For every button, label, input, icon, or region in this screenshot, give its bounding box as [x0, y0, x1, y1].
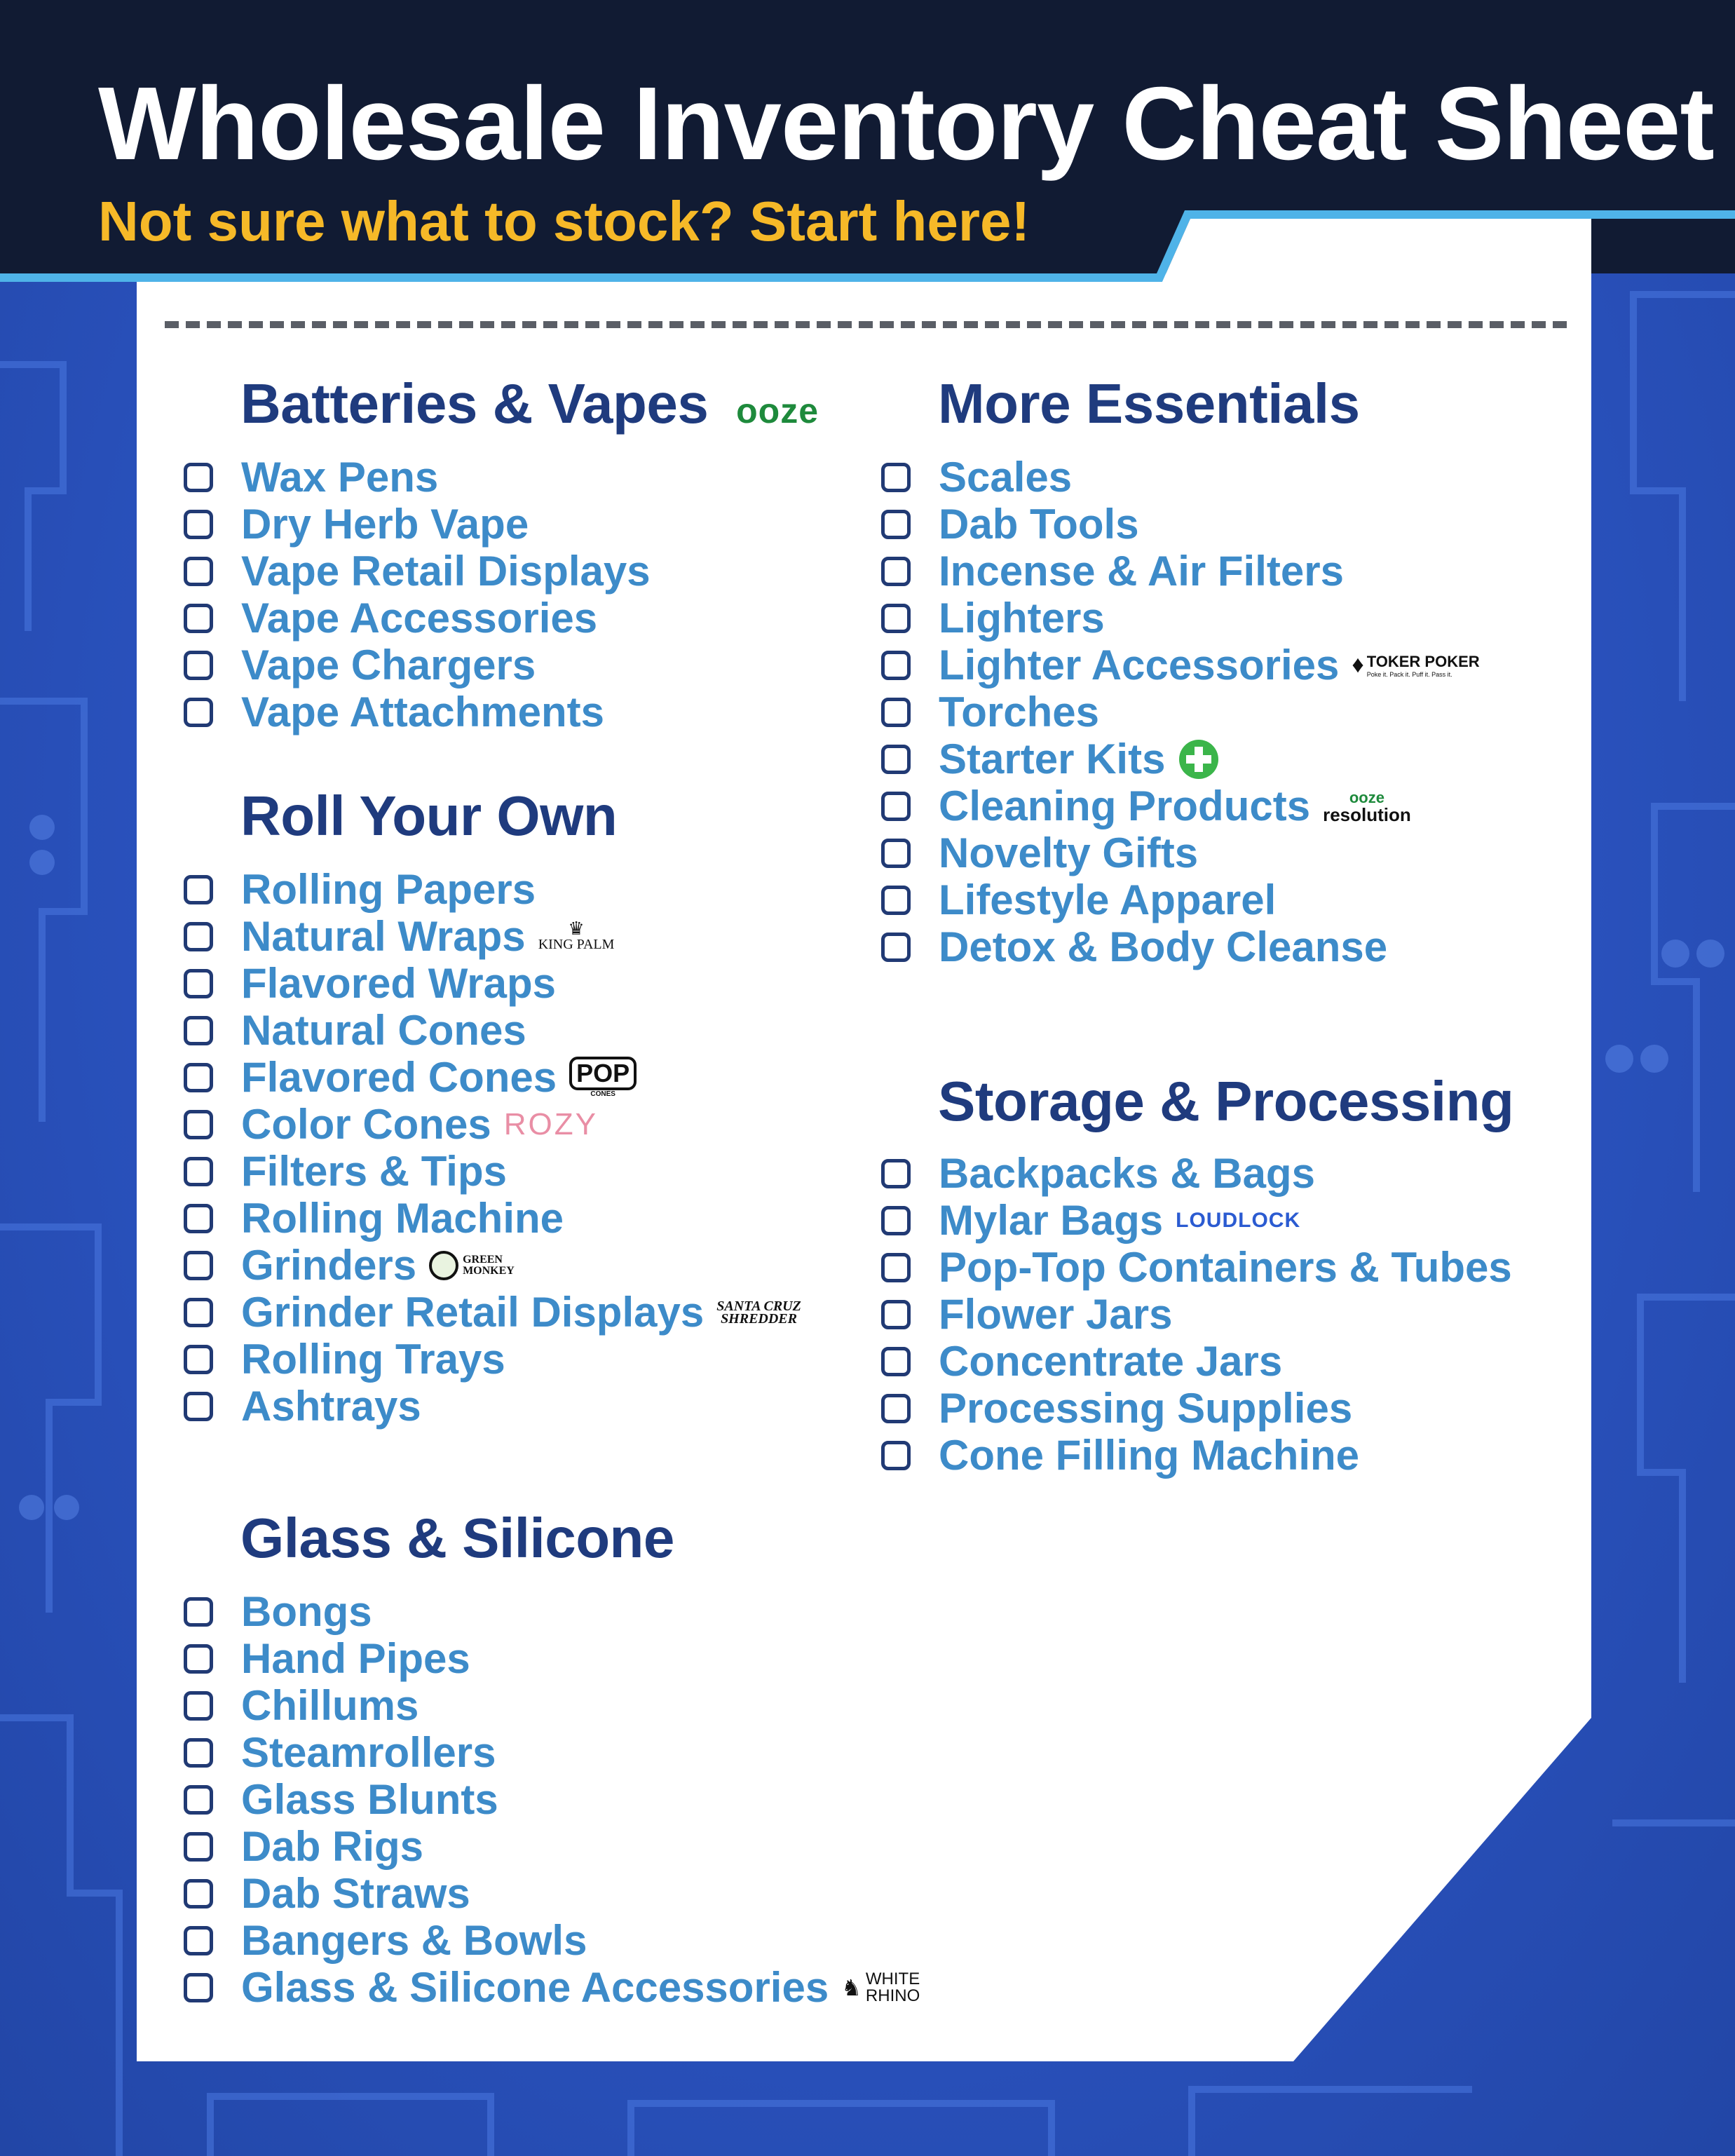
checklist-item[interactable]	[881, 1432, 1512, 1479]
checkbox[interactable]	[184, 1738, 213, 1768]
checkbox[interactable]	[184, 1204, 213, 1233]
item-label: Lighters	[939, 595, 1105, 642]
checkbox[interactable]	[184, 1597, 213, 1627]
section-title-batteries: Batteries & Vapes ooze	[240, 372, 819, 435]
item-label: Lighter Accessories	[939, 642, 1340, 689]
checkbox[interactable]	[184, 1392, 213, 1421]
item-label: Natural Cones	[241, 1007, 526, 1054]
dashed-divider	[165, 321, 1567, 328]
item-label: Bangers & Bowls	[241, 1917, 587, 1964]
checklist-item[interactable]	[184, 1148, 801, 1195]
checklist-item[interactable]	[184, 1635, 920, 1682]
item-label: Flavored Cones	[241, 1054, 557, 1101]
checklist-item[interactable]	[184, 1588, 920, 1635]
page-title: Wholesale Inventory Cheat Sheet	[98, 66, 1714, 182]
checklist-item[interactable]	[881, 876, 1480, 923]
item-label: Vape Attachments	[241, 689, 604, 735]
checklist-item[interactable]	[881, 454, 1480, 501]
loudlock-logo: LOUDLOCK	[1176, 1208, 1301, 1232]
item-label: Scales	[939, 454, 1073, 501]
checkbox[interactable]	[184, 1063, 213, 1092]
checkbox[interactable]	[881, 1206, 911, 1235]
item-label: Ashtrays	[241, 1383, 421, 1430]
checklist-item[interactable]	[184, 1964, 920, 2011]
item-label: Cleaning Products	[939, 782, 1311, 829]
checkbox[interactable]	[184, 969, 213, 998]
item-label: Backpacks & Bags	[939, 1150, 1315, 1197]
card-top	[0, 0, 1735, 294]
item-label: Glass & Silicone Accessories	[241, 1964, 829, 2011]
checkbox[interactable]	[881, 510, 911, 539]
item-label: Cone Filling Machine	[939, 1432, 1360, 1479]
rhino-icon: ♞	[841, 1974, 862, 2000]
item-label: Rolling Trays	[241, 1336, 505, 1383]
checkbox[interactable]	[881, 463, 911, 492]
checklist-item[interactable]	[184, 595, 651, 642]
checklist-item[interactable]	[184, 1054, 801, 1101]
checkbox[interactable]	[184, 1926, 213, 1955]
checkbox[interactable]	[184, 463, 213, 492]
checklist-item[interactable]	[881, 1150, 1512, 1197]
roll-list	[184, 866, 801, 1430]
green-monkey-logo: GREEN MONKEY	[429, 1251, 515, 1280]
batteries-list	[184, 454, 651, 735]
pop-cones-logo: POP CONES	[569, 1057, 637, 1098]
checkbox[interactable]	[184, 557, 213, 586]
checklist-item[interactable]	[184, 548, 651, 595]
checklist-item[interactable]	[881, 1197, 1512, 1244]
checklist-item[interactable]	[184, 1101, 801, 1148]
item-label: Vape Retail Displays	[241, 548, 651, 595]
checkbox[interactable]	[184, 1879, 213, 1908]
checklist-item[interactable]	[881, 595, 1480, 642]
checklist-item[interactable]	[184, 866, 801, 913]
item-label: Pop-Top Containers & Tubes	[939, 1244, 1512, 1291]
checkbox[interactable]	[184, 651, 213, 680]
item-label: Torches	[939, 689, 1099, 735]
santa-cruz-shredder-logo: SANTA CRUZ SHREDDER	[716, 1298, 801, 1327]
item-label: Concentrate Jars	[939, 1338, 1283, 1385]
checkbox[interactable]	[881, 933, 911, 962]
item-label: Grinders	[241, 1242, 417, 1289]
checkbox[interactable]	[881, 839, 911, 868]
green-cross-icon	[1178, 738, 1220, 780]
checkbox[interactable]	[881, 1253, 911, 1282]
item-label: Wax Pens	[241, 454, 439, 501]
item-label: Color Cones	[241, 1101, 491, 1148]
checkbox[interactable]	[184, 875, 213, 904]
checkbox[interactable]	[881, 1394, 911, 1423]
item-label: Chillums	[241, 1682, 419, 1729]
checkbox[interactable]	[184, 604, 213, 633]
checklist-item[interactable]	[184, 1776, 920, 1823]
checklist-item[interactable]	[184, 1823, 920, 1870]
item-label: Steamrollers	[241, 1729, 496, 1776]
item-label: Vape Accessories	[241, 595, 598, 642]
checkbox[interactable]	[184, 1157, 213, 1186]
item-label: Rolling Machine	[241, 1195, 564, 1242]
checklist-item[interactable]	[184, 1195, 801, 1242]
item-label: Lifestyle Apparel	[939, 876, 1277, 923]
checkbox[interactable]	[184, 698, 213, 727]
checklist-item[interactable]	[184, 1383, 801, 1430]
checklist-item[interactable]	[184, 1870, 920, 1917]
checklist-item[interactable]	[881, 829, 1480, 876]
section-title-roll: Roll Your Own	[240, 785, 618, 847]
checklist-item[interactable]	[184, 1242, 801, 1289]
checkbox[interactable]	[881, 1300, 911, 1329]
item-label: Incense & Air Filters	[939, 548, 1344, 595]
item-label: Grinder Retail Displays	[241, 1289, 705, 1336]
checklist-item[interactable]	[184, 1917, 920, 1964]
checklist-item[interactable]	[881, 1244, 1512, 1291]
item-label: Dab Rigs	[241, 1823, 424, 1870]
checkbox[interactable]	[881, 698, 911, 727]
checklist-item[interactable]	[184, 913, 801, 960]
checklist-item[interactable]	[881, 642, 1480, 689]
checklist-item[interactable]	[184, 689, 651, 735]
checkbox[interactable]	[184, 1110, 213, 1139]
item-label: Dab Tools	[939, 501, 1139, 548]
checkbox[interactable]	[184, 1644, 213, 1674]
ooze-resolution-logo: ooze resolution	[1323, 788, 1411, 825]
storage-list	[881, 1150, 1512, 1479]
checkbox[interactable]	[184, 1345, 213, 1374]
item-label: Processing Supplies	[939, 1385, 1353, 1432]
checklist-item[interactable]	[881, 1338, 1512, 1385]
white-rhino-logo: ♞ WHITE RHINO	[841, 1969, 920, 2005]
checklist-item[interactable]	[881, 548, 1480, 595]
crown-icon: ♛	[568, 918, 585, 939]
item-label: Mylar Bags	[939, 1197, 1164, 1244]
checkbox[interactable]	[881, 745, 911, 774]
checklist-item[interactable]	[881, 1291, 1512, 1338]
checklist-item[interactable]	[184, 1007, 801, 1054]
monkey-icon	[429, 1251, 458, 1280]
checklist-item[interactable]	[184, 1729, 920, 1776]
checklist-item[interactable]	[881, 735, 1480, 782]
item-label: Flower Jars	[939, 1291, 1173, 1338]
item-label: Bongs	[241, 1588, 372, 1635]
essentials-list	[881, 454, 1480, 970]
checkbox[interactable]	[184, 922, 213, 951]
checklist-item[interactable]	[184, 1289, 801, 1336]
flame-icon: ♦	[1352, 651, 1364, 678]
checkbox[interactable]	[881, 604, 911, 633]
checkbox[interactable]	[184, 1832, 213, 1862]
page-subtitle: Not sure what to stock? Start here!	[98, 190, 1030, 252]
item-label: Flavored Wraps	[241, 960, 557, 1007]
item-label: Natural Wraps	[241, 913, 526, 960]
checkbox[interactable]	[184, 1298, 213, 1327]
item-label: Rolling Papers	[241, 866, 536, 913]
checkbox[interactable]	[881, 792, 911, 821]
checklist-item[interactable]	[184, 960, 801, 1007]
checkbox[interactable]	[881, 1441, 911, 1470]
checkbox[interactable]	[184, 1691, 213, 1721]
checkbox[interactable]	[881, 651, 911, 680]
item-label: Filters & Tips	[241, 1148, 507, 1195]
checkbox[interactable]	[881, 557, 911, 586]
checkbox[interactable]	[184, 1016, 213, 1045]
checkbox[interactable]	[184, 1251, 213, 1280]
item-label: Dab Straws	[241, 1870, 470, 1917]
item-label: Vape Chargers	[241, 642, 536, 689]
item-label: Novelty Gifts	[939, 829, 1199, 876]
checklist-item[interactable]	[881, 501, 1480, 548]
checklist-item[interactable]	[184, 1336, 801, 1383]
checkbox[interactable]	[881, 1347, 911, 1376]
checklist-item[interactable]	[184, 501, 651, 548]
checklist-item[interactable]	[881, 923, 1480, 970]
checklist-item[interactable]	[881, 782, 1480, 829]
checkbox[interactable]	[184, 510, 213, 539]
rozy-logo: ROZY	[503, 1106, 598, 1141]
glass-list	[184, 1588, 920, 2011]
king-palm-logo: ♛ KING PALM	[538, 918, 615, 952]
item-label: Detox & Body Cleanse	[939, 923, 1388, 970]
checklist-item[interactable]	[184, 642, 651, 689]
checkbox[interactable]	[881, 1159, 911, 1188]
ooze-logo: ooze	[736, 391, 819, 430]
checkbox[interactable]	[881, 886, 911, 915]
checkbox[interactable]	[184, 1973, 213, 2002]
item-label: Dry Herb Vape	[241, 501, 529, 548]
section-title-essentials: More Essentials	[938, 372, 1360, 435]
checklist-item[interactable]	[881, 1385, 1512, 1432]
item-label: Hand Pipes	[241, 1635, 470, 1682]
toker-poker-logo: ♦ TOKER POKER Poke it. Pack it. Puff it. Pass it.	[1352, 651, 1480, 678]
checklist-item[interactable]	[184, 1682, 920, 1729]
item-label: Starter Kits	[939, 735, 1166, 782]
checklist-item[interactable]	[881, 689, 1480, 735]
section-title-glass: Glass & Silicone	[240, 1507, 674, 1569]
section-title-storage: Storage & Processing	[938, 1070, 1514, 1132]
item-label: Glass Blunts	[241, 1776, 498, 1823]
checklist-item[interactable]	[184, 454, 651, 501]
checkbox[interactable]	[184, 1785, 213, 1815]
